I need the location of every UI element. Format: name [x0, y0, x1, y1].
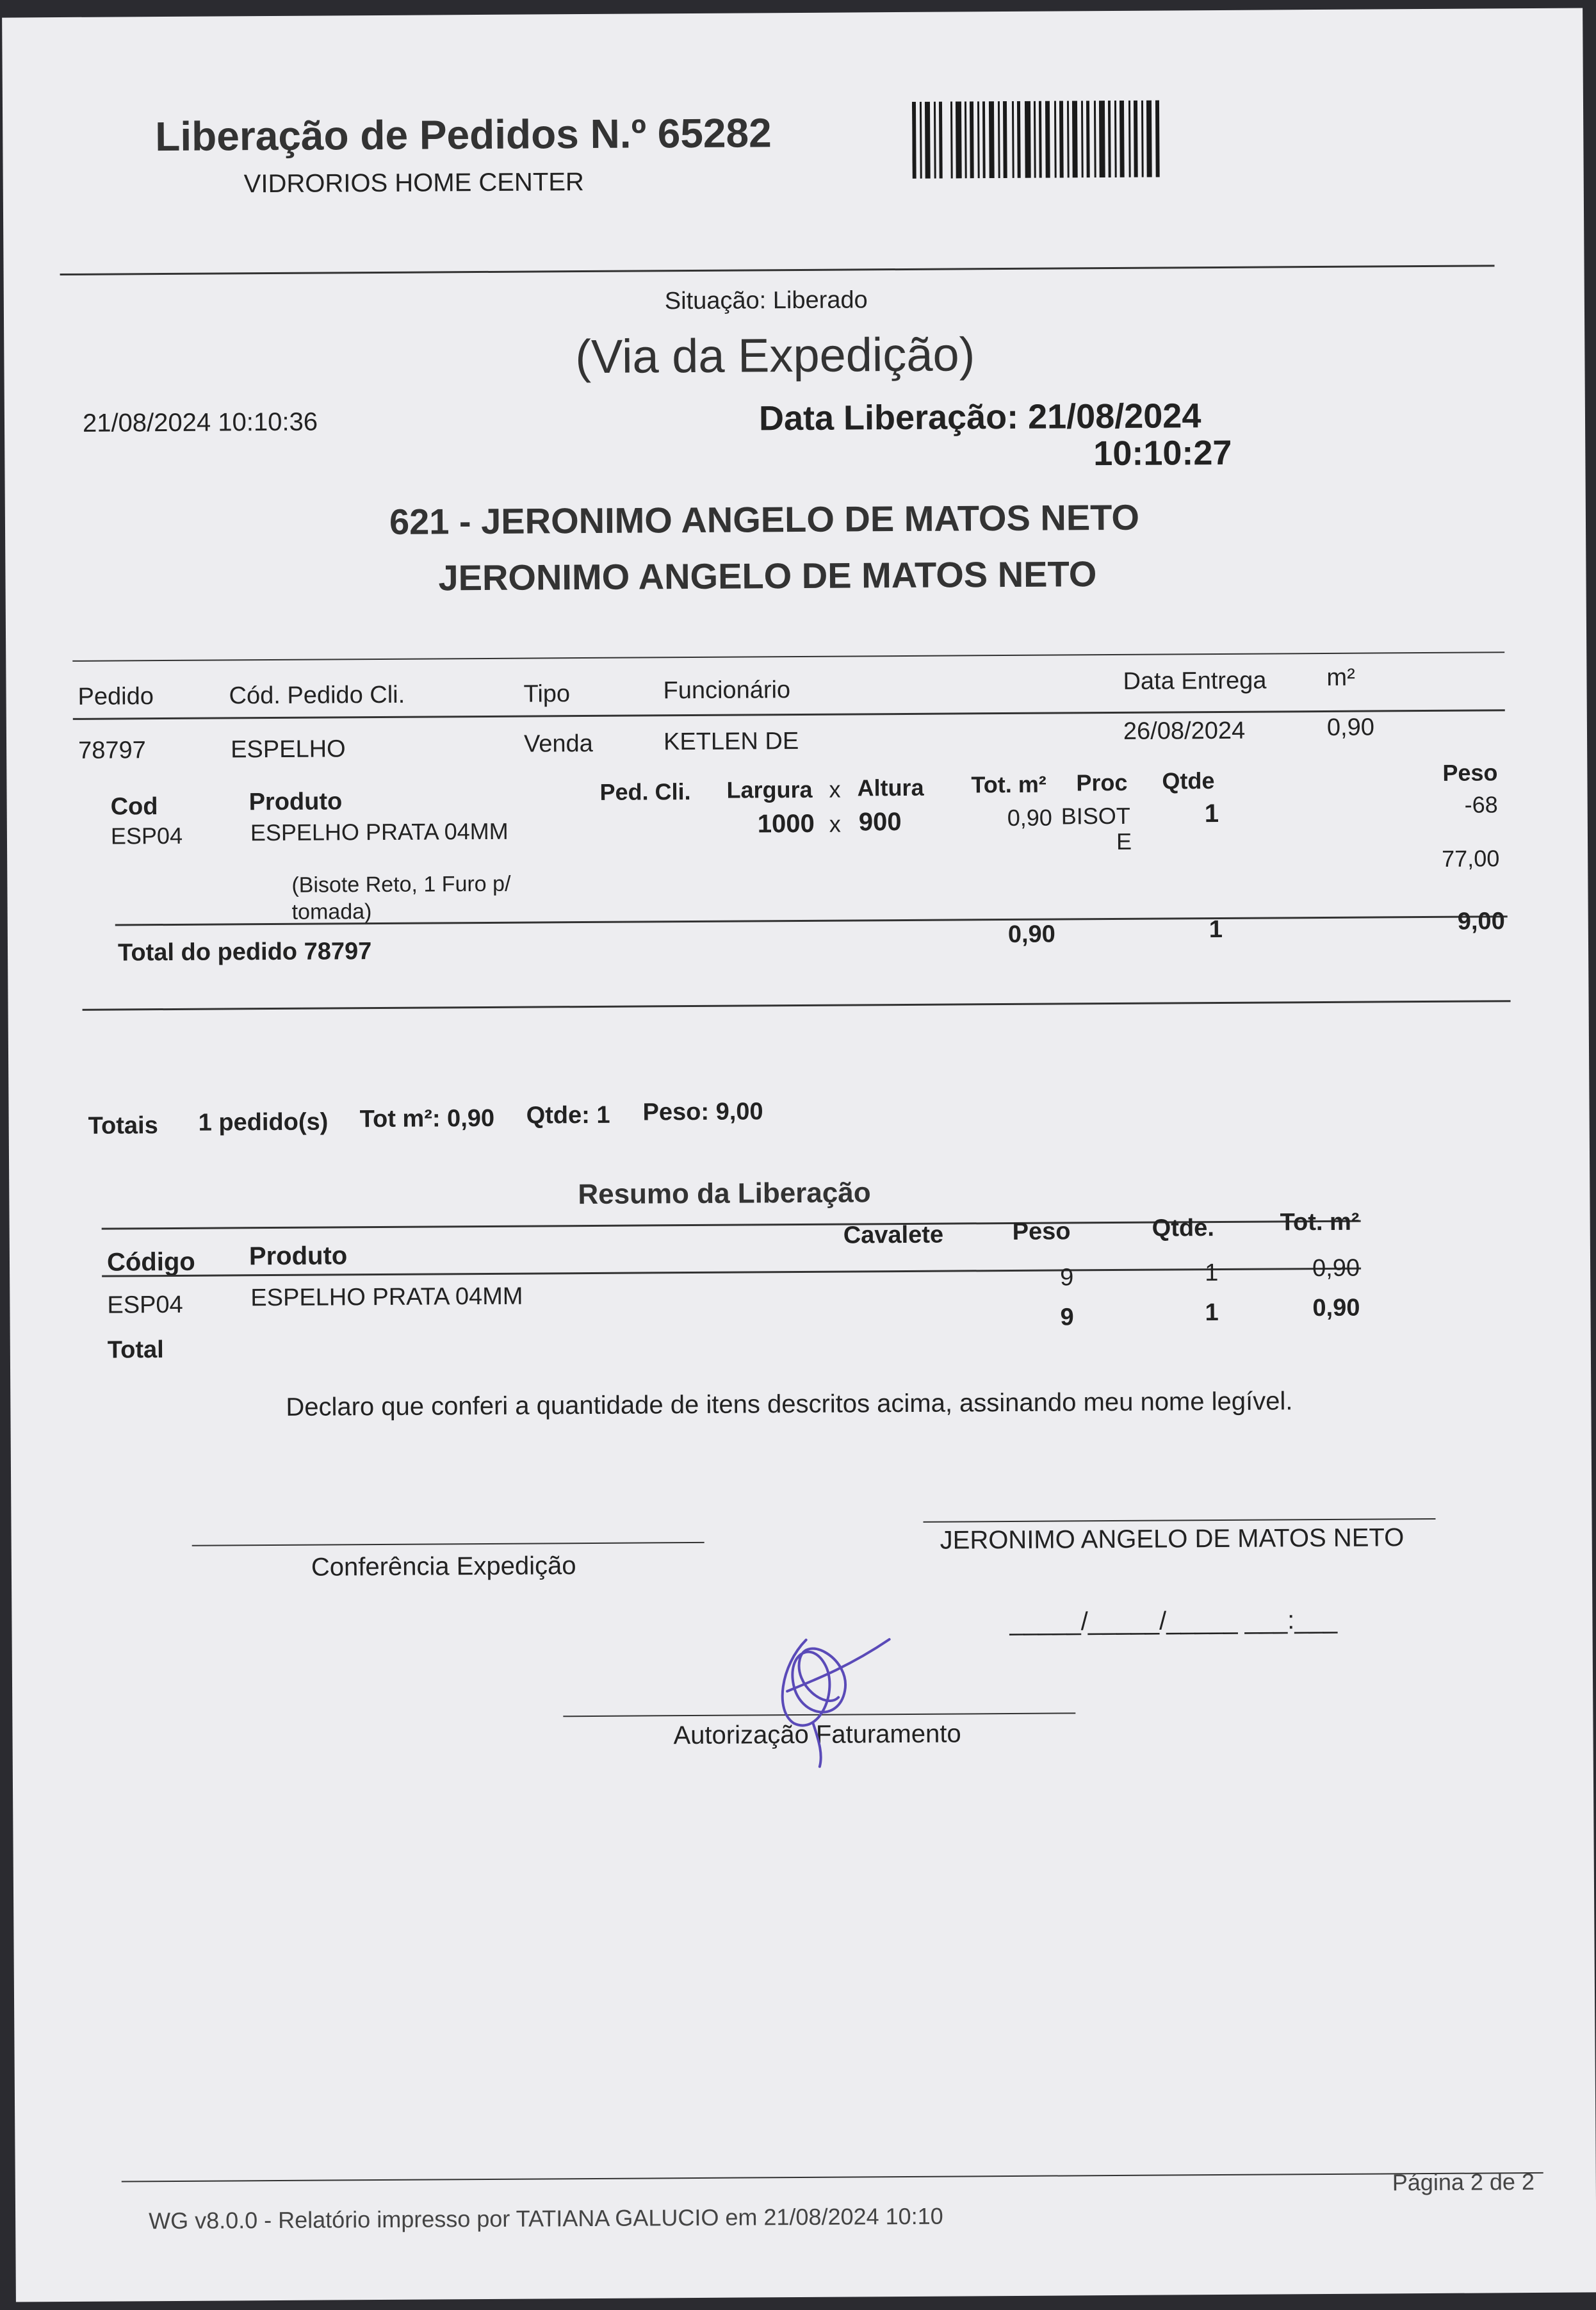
item-header-altura: Altura [857, 774, 924, 801]
item-header-x: x [829, 776, 841, 803]
order-header-funcionario: Funcionário [663, 676, 791, 705]
item-altura: 900 [858, 808, 902, 837]
order-section-end-rule [83, 1000, 1511, 1011]
order-total-qtde: 1 [1209, 915, 1223, 944]
item-proc-line-1: BISOT [1061, 802, 1130, 830]
client-line-1: 621 - JERONIMO ANGELO DE MATOS NETO [389, 496, 1140, 542]
release-date: 21/08/2024 [1027, 397, 1201, 436]
header-divider [60, 265, 1495, 275]
summary-tot-m2: 0,90 [1312, 1254, 1360, 1282]
totals-label: Totais [88, 1112, 158, 1140]
company-name: VIDRORIOS HOME CENTER [243, 168, 585, 199]
item-peso-line-1: -68 [1464, 791, 1498, 818]
order-entrega: 26/08/2024 [1123, 717, 1246, 745]
release-date-line [759, 396, 1201, 438]
item-header-largura: Largura [726, 776, 813, 803]
declaration-text: Declaro que conferi a quantidade de itens descritos acima, assinando meu nome legível. [286, 1387, 1293, 1421]
item-qtde: 1 [1204, 799, 1219, 828]
summary-peso: 9 [1060, 1264, 1074, 1291]
item-x: x [829, 810, 841, 837]
order-total-m2: 0,90 [1007, 921, 1056, 949]
order-header-entrega: Data Entrega [1123, 667, 1267, 695]
summary-header-peso: Peso [1012, 1218, 1071, 1245]
order-total-label: Total do pedido 78797 [117, 938, 372, 967]
totals-peso: Peso: 9,00 [642, 1098, 763, 1126]
summary-header-cavalete: Cavalete [843, 1221, 944, 1249]
order-header-tipo: Tipo [523, 680, 571, 708]
page-number: Página 2 de 2 [1392, 2168, 1535, 2196]
item-header-peso: Peso [1442, 759, 1498, 786]
item-header-proc: Proc [1076, 769, 1128, 796]
order-header-cod-cli: Cód. Pedido Cli. [229, 681, 405, 710]
copy-label: (Via da Expedição) [575, 327, 975, 384]
item-proc-line-2: E [1116, 828, 1132, 855]
left-signature-line [192, 1542, 704, 1546]
item-note-line-2: tomada) [291, 899, 372, 924]
order-m2: 0,90 [1326, 714, 1375, 741]
item-header-tot-m2: Tot. m² [971, 771, 1046, 798]
summary-header-codigo: Código [106, 1247, 195, 1277]
footer-rule [122, 2172, 1543, 2183]
summary-total-qtde: 1 [1205, 1299, 1219, 1327]
summary-codigo: ESP04 [107, 1291, 183, 1319]
summary-produto: ESPELHO PRATA 04MM [250, 1282, 523, 1312]
item-largura: 1000 [757, 809, 815, 839]
summary-total-tot-m2: 0,90 [1312, 1294, 1360, 1322]
summary-title: Resumo da Liberação [578, 1177, 871, 1211]
summary-total-label: Total [107, 1336, 164, 1364]
summary-header-qtde: Qtde. [1152, 1215, 1214, 1242]
summary-header-tot-m2: Tot. m² [1280, 1208, 1360, 1236]
printed-timestamp: 21/08/2024 10:10:36 [82, 407, 318, 438]
auth-signature-label: Autorização Faturamento [673, 1719, 961, 1750]
left-signature-label: Conferência Expedição [311, 1552, 576, 1582]
release-label: Data Liberação: [758, 397, 1019, 438]
item-cod: ESP04 [110, 822, 183, 849]
footer-print-info: WG v8.0.0 - Relatório impresso por TATIANA GALUCIO em 21/08/2024 10:10 [149, 2202, 943, 2234]
summary-qtde: 1 [1205, 1259, 1219, 1287]
item-tot-m2: 0,90 [1007, 804, 1052, 831]
order-header-m2: m² [1326, 664, 1355, 691]
order-table-header-rule [73, 709, 1505, 720]
totals-qtde: Qtde: 1 [526, 1101, 610, 1129]
barcode-icon [912, 101, 1162, 179]
totals-pedidos: 1 pedido(s) [198, 1108, 329, 1136]
totals-m2: Tot m²: 0,90 [359, 1104, 495, 1133]
document-page [2, 8, 1596, 2302]
date-time-blank: _____/_____/_____ ___:___ [1009, 1605, 1338, 1637]
order-header-pedido: Pedido [77, 683, 154, 710]
item-peso-line-2: 77,00 [1442, 845, 1500, 872]
client-line-2: JERONIMO ANGELO DE MATOS NETO [438, 553, 1097, 598]
order-funcionario: KETLEN DE [663, 727, 799, 756]
item-header-produto: Produto [248, 788, 343, 816]
item-header-ped-cli: Ped. Cli. [599, 778, 691, 805]
document-title: Liberação de Pedidos N.º 65282 [155, 110, 772, 160]
item-note-line-1: (Bisote Reto, 1 Furo p/ [291, 871, 511, 897]
item-header-cod: Cod [110, 793, 158, 821]
item-header-qtde: Qtde [1162, 767, 1215, 794]
summary-total-peso: 9 [1060, 1304, 1074, 1331]
release-time: 10:10:27 [1093, 433, 1232, 473]
order-total-peso: 9,00 [1457, 908, 1505, 935]
status-label: Situação: Liberado [664, 286, 868, 315]
item-produto: ESPELHO PRATA 04MM [250, 817, 509, 846]
right-signature-line [923, 1518, 1435, 1523]
order-pedido: 78797 [77, 737, 146, 764]
order-table-top-rule [72, 651, 1504, 662]
order-tipo: Venda [523, 730, 593, 758]
summary-header-produto: Produto [248, 1241, 348, 1271]
right-signature-label: JERONIMO ANGELO DE MATOS NETO [940, 1523, 1405, 1555]
handwritten-signature-icon [767, 1614, 896, 1768]
order-cod-cli: ESPELHO [230, 735, 346, 764]
